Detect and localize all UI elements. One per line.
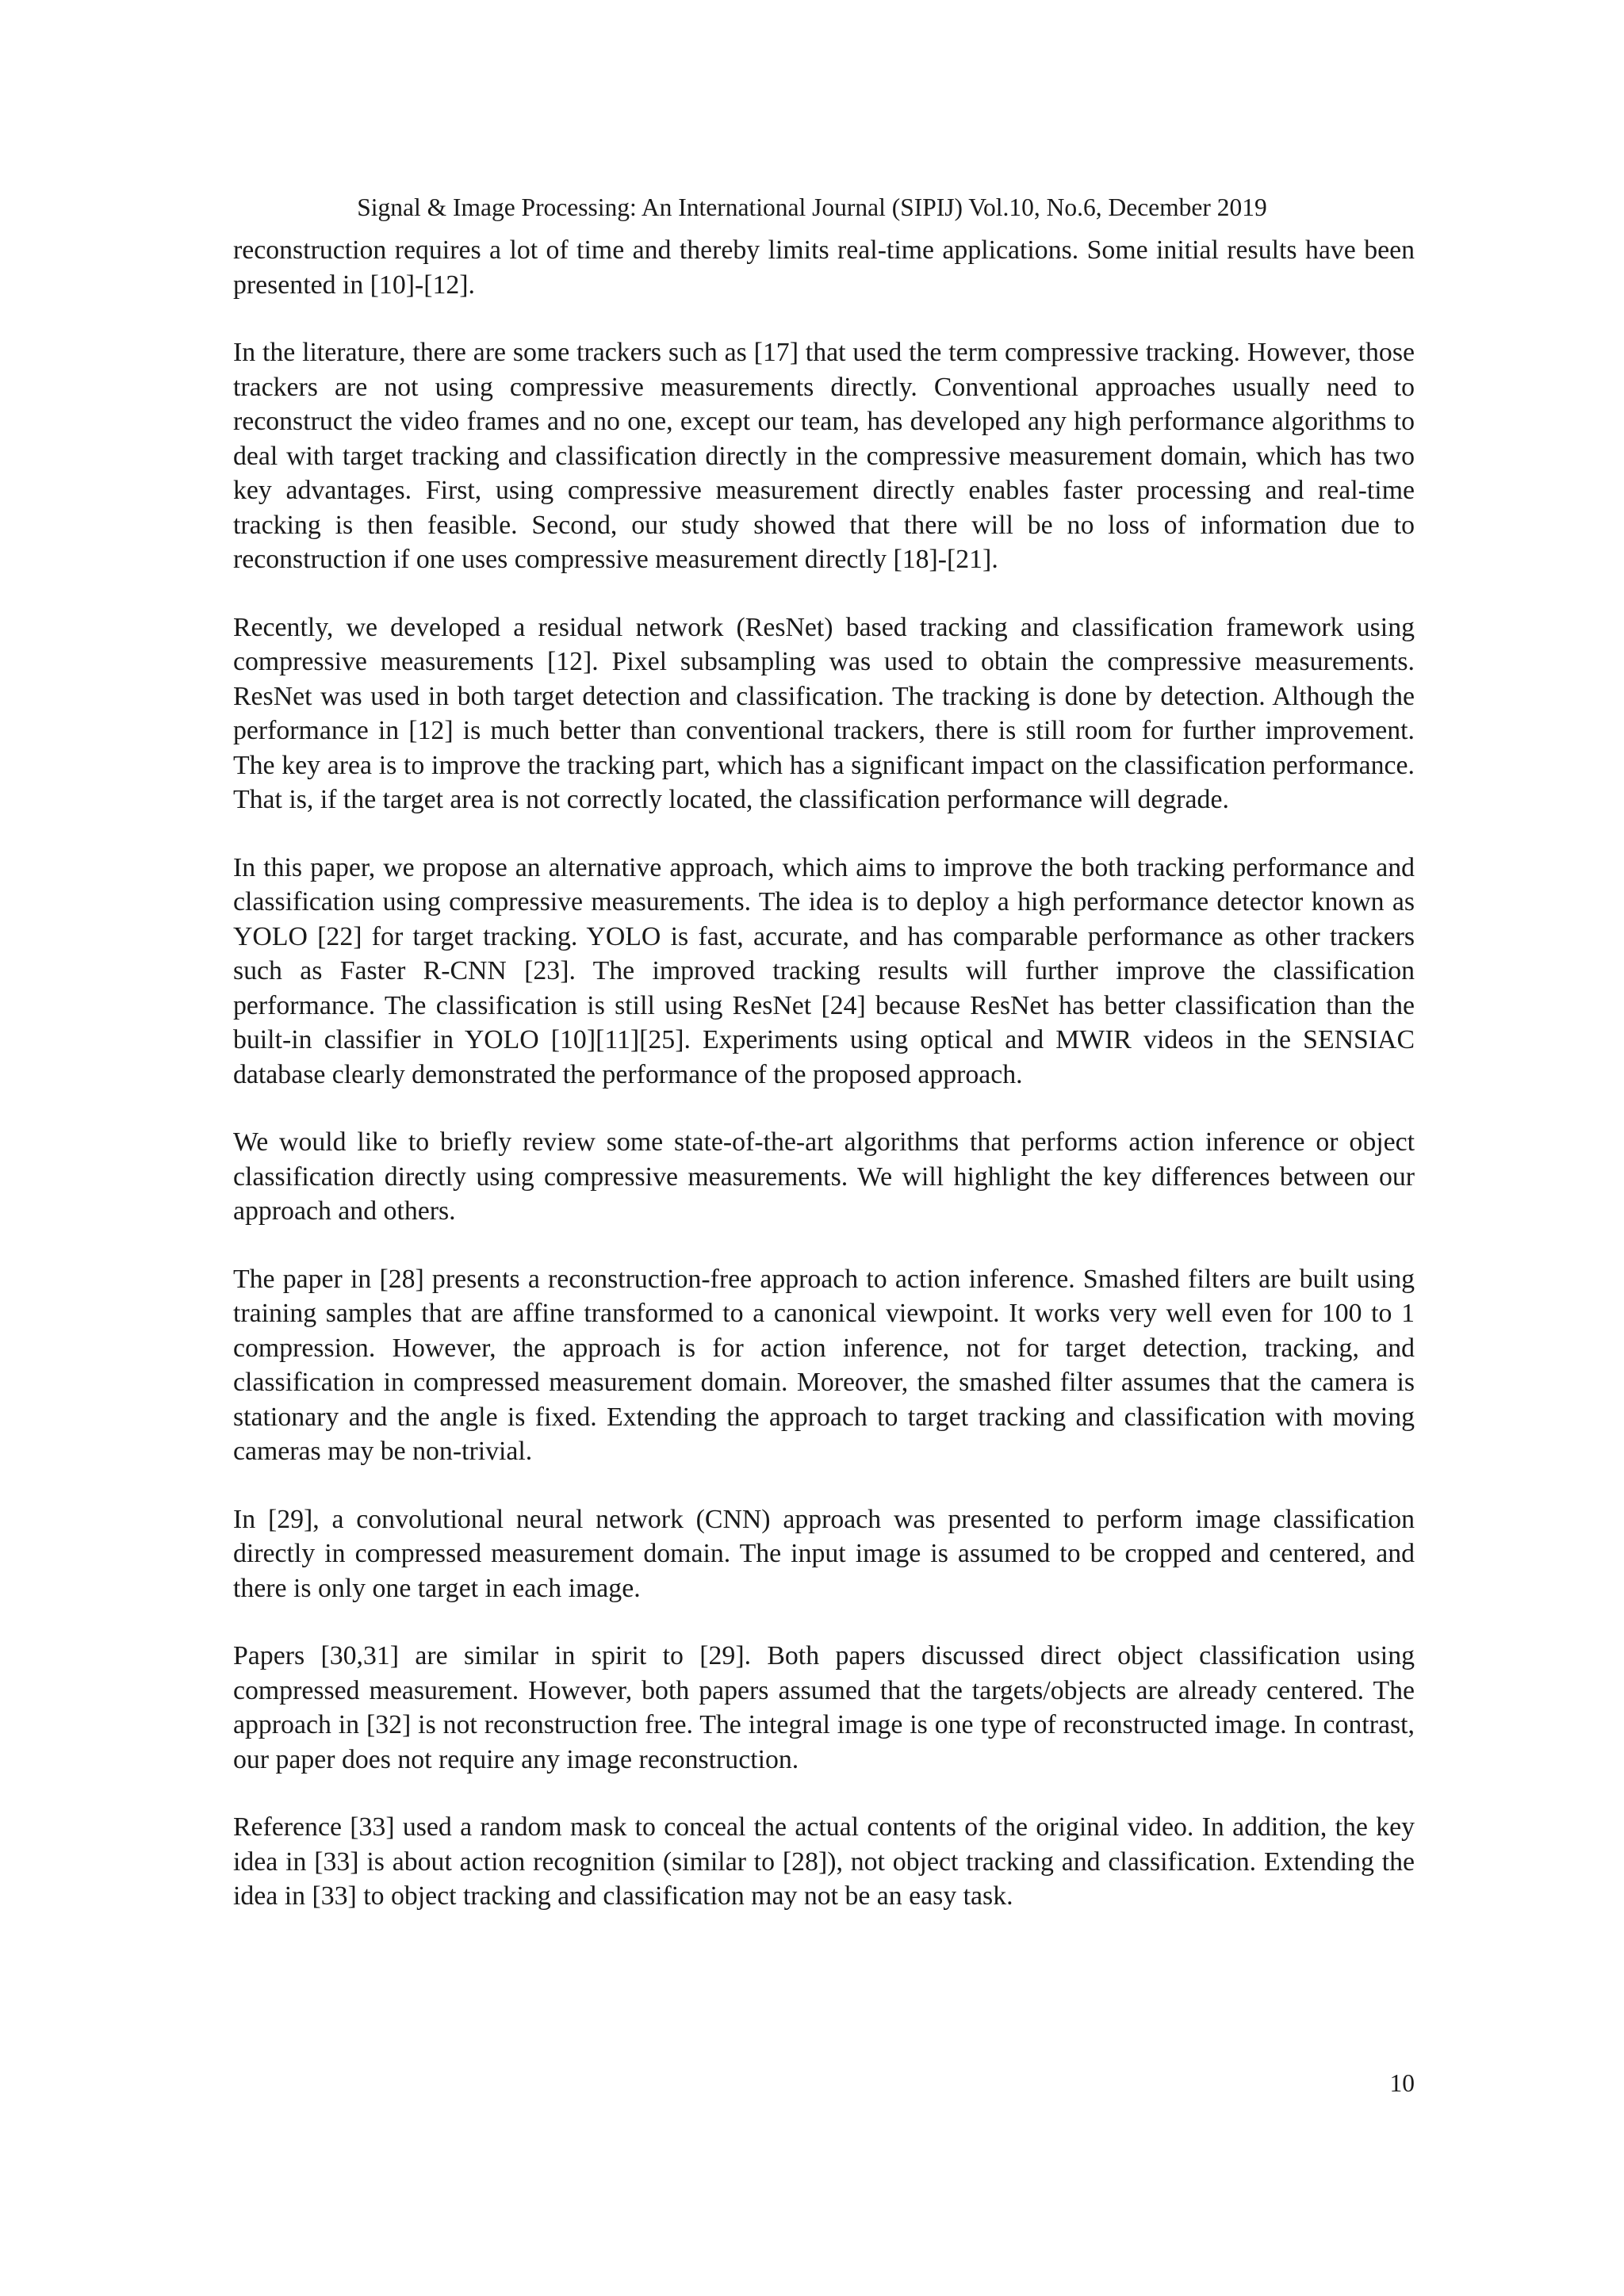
running-header: Signal & Image Processing: An International Journal (SIPIJ) Vol.10, No.6, December 2019	[357, 193, 1267, 221]
paragraph: Reference [33] used a random mask to conceal the actual contents of the original video. In addition, the key idea in [33] is about action recognition (similar to [28]), not object tracking and classification. Extending the idea in [33] to object tracking and classification may not be an easy task.	[233, 1812, 1415, 1911]
paragraph: In this paper, we propose an alternative approach, which aims to improve the both tracking performance and classification using compressive measurements. The idea is to deploy a high performance detector known as YOLO [22] for target tracking. YOLO is fast, accurate, and has comparable performance as other trackers such as Faster R-CNN [23]. The improved tracking results will further improve the classification performance. The classification is still using ResNet [24] because ResNet has better classification than the built-in classifier in YOLO [10][11][25]. Experiments using optical and MWIR videos in the SENSIAC database clearly demonstrated the performance of the proposed approach.	[233, 852, 1415, 1089]
body-text	[233, 233, 1415, 1947]
page-number: 10	[1389, 2069, 1415, 2097]
paragraph: The paper in [28] presents a reconstruction-free approach to action inference. Smashed filters are built using training samples that are affine transformed to a canonical viewpoint. It works very well even for 100 to 1 compression. However, the approach is for action inference, not for target detection, tracking, and classification in compressed measurement domain. Moreover, the smashed filter assumes that the camera is stationary and the angle is fixed. Extending the approach to target tracking and classification with moving cameras may be non-trivial.	[233, 1264, 1415, 1466]
paragraph: We would like to briefly review some state-of-the-art algorithms that performs action inference or object classification directly using compressive measurements. We will highlight the key differences between our approach and others.	[233, 1127, 1415, 1226]
paragraph: Recently, we developed a residual network (ResNet) based tracking and classification framework using compressive measurements [12]. Pixel subsampling was used to obtain the compressive measurements. ResNet was used in both target detection and classification. The tracking is done by detection. Although the performance in [12] is much better than conventional trackers, there is still room for further improvement. The key area is to improve the tracking part, which has a significant impact on the classification performance. That is, if the target area is not correctly located, the classification performance will degrade.	[233, 612, 1415, 814]
paragraph: In the literature, there are some trackers such as [17] that used the term compressive tracking. However, those trackers are not using compressive measurements directly. Conventional approaches usually need to reconstruct the video frames and no one, except our team, has developed any high performance algorithms to deal with target tracking and classification directly in the compressive measurement domain, which has two key advantages. First, using compressive measurement directly enables faster processing and real-time tracking is then feasible. Second, our study showed that there will be no loss of information due to reconstruction if one uses compressive measurement directly [18]-[21].	[233, 338, 1415, 574]
paragraph: In [29], a convolutional neural network (CNN) approach was presented to perform image classification directly in compressed measurement domain. The input image is assumed to be cropped and centered, and there is only one target in each image.	[233, 1504, 1415, 1603]
paragraph: Papers [30,31] are similar in spirit to [29]. Both papers discussed direct object classification using compressed measurement. However, both papers assumed that the targets/objects are already centered. The approach in [32] is not reconstruction free. The integral image is one type of reconstructed image. In contrast, our paper does not require any image reconstruction.	[233, 1641, 1415, 1774]
paragraph: reconstruction requires a lot of time and thereby limits real-time applications. Some initial results have been presented in [10]-[12].	[233, 235, 1415, 300]
